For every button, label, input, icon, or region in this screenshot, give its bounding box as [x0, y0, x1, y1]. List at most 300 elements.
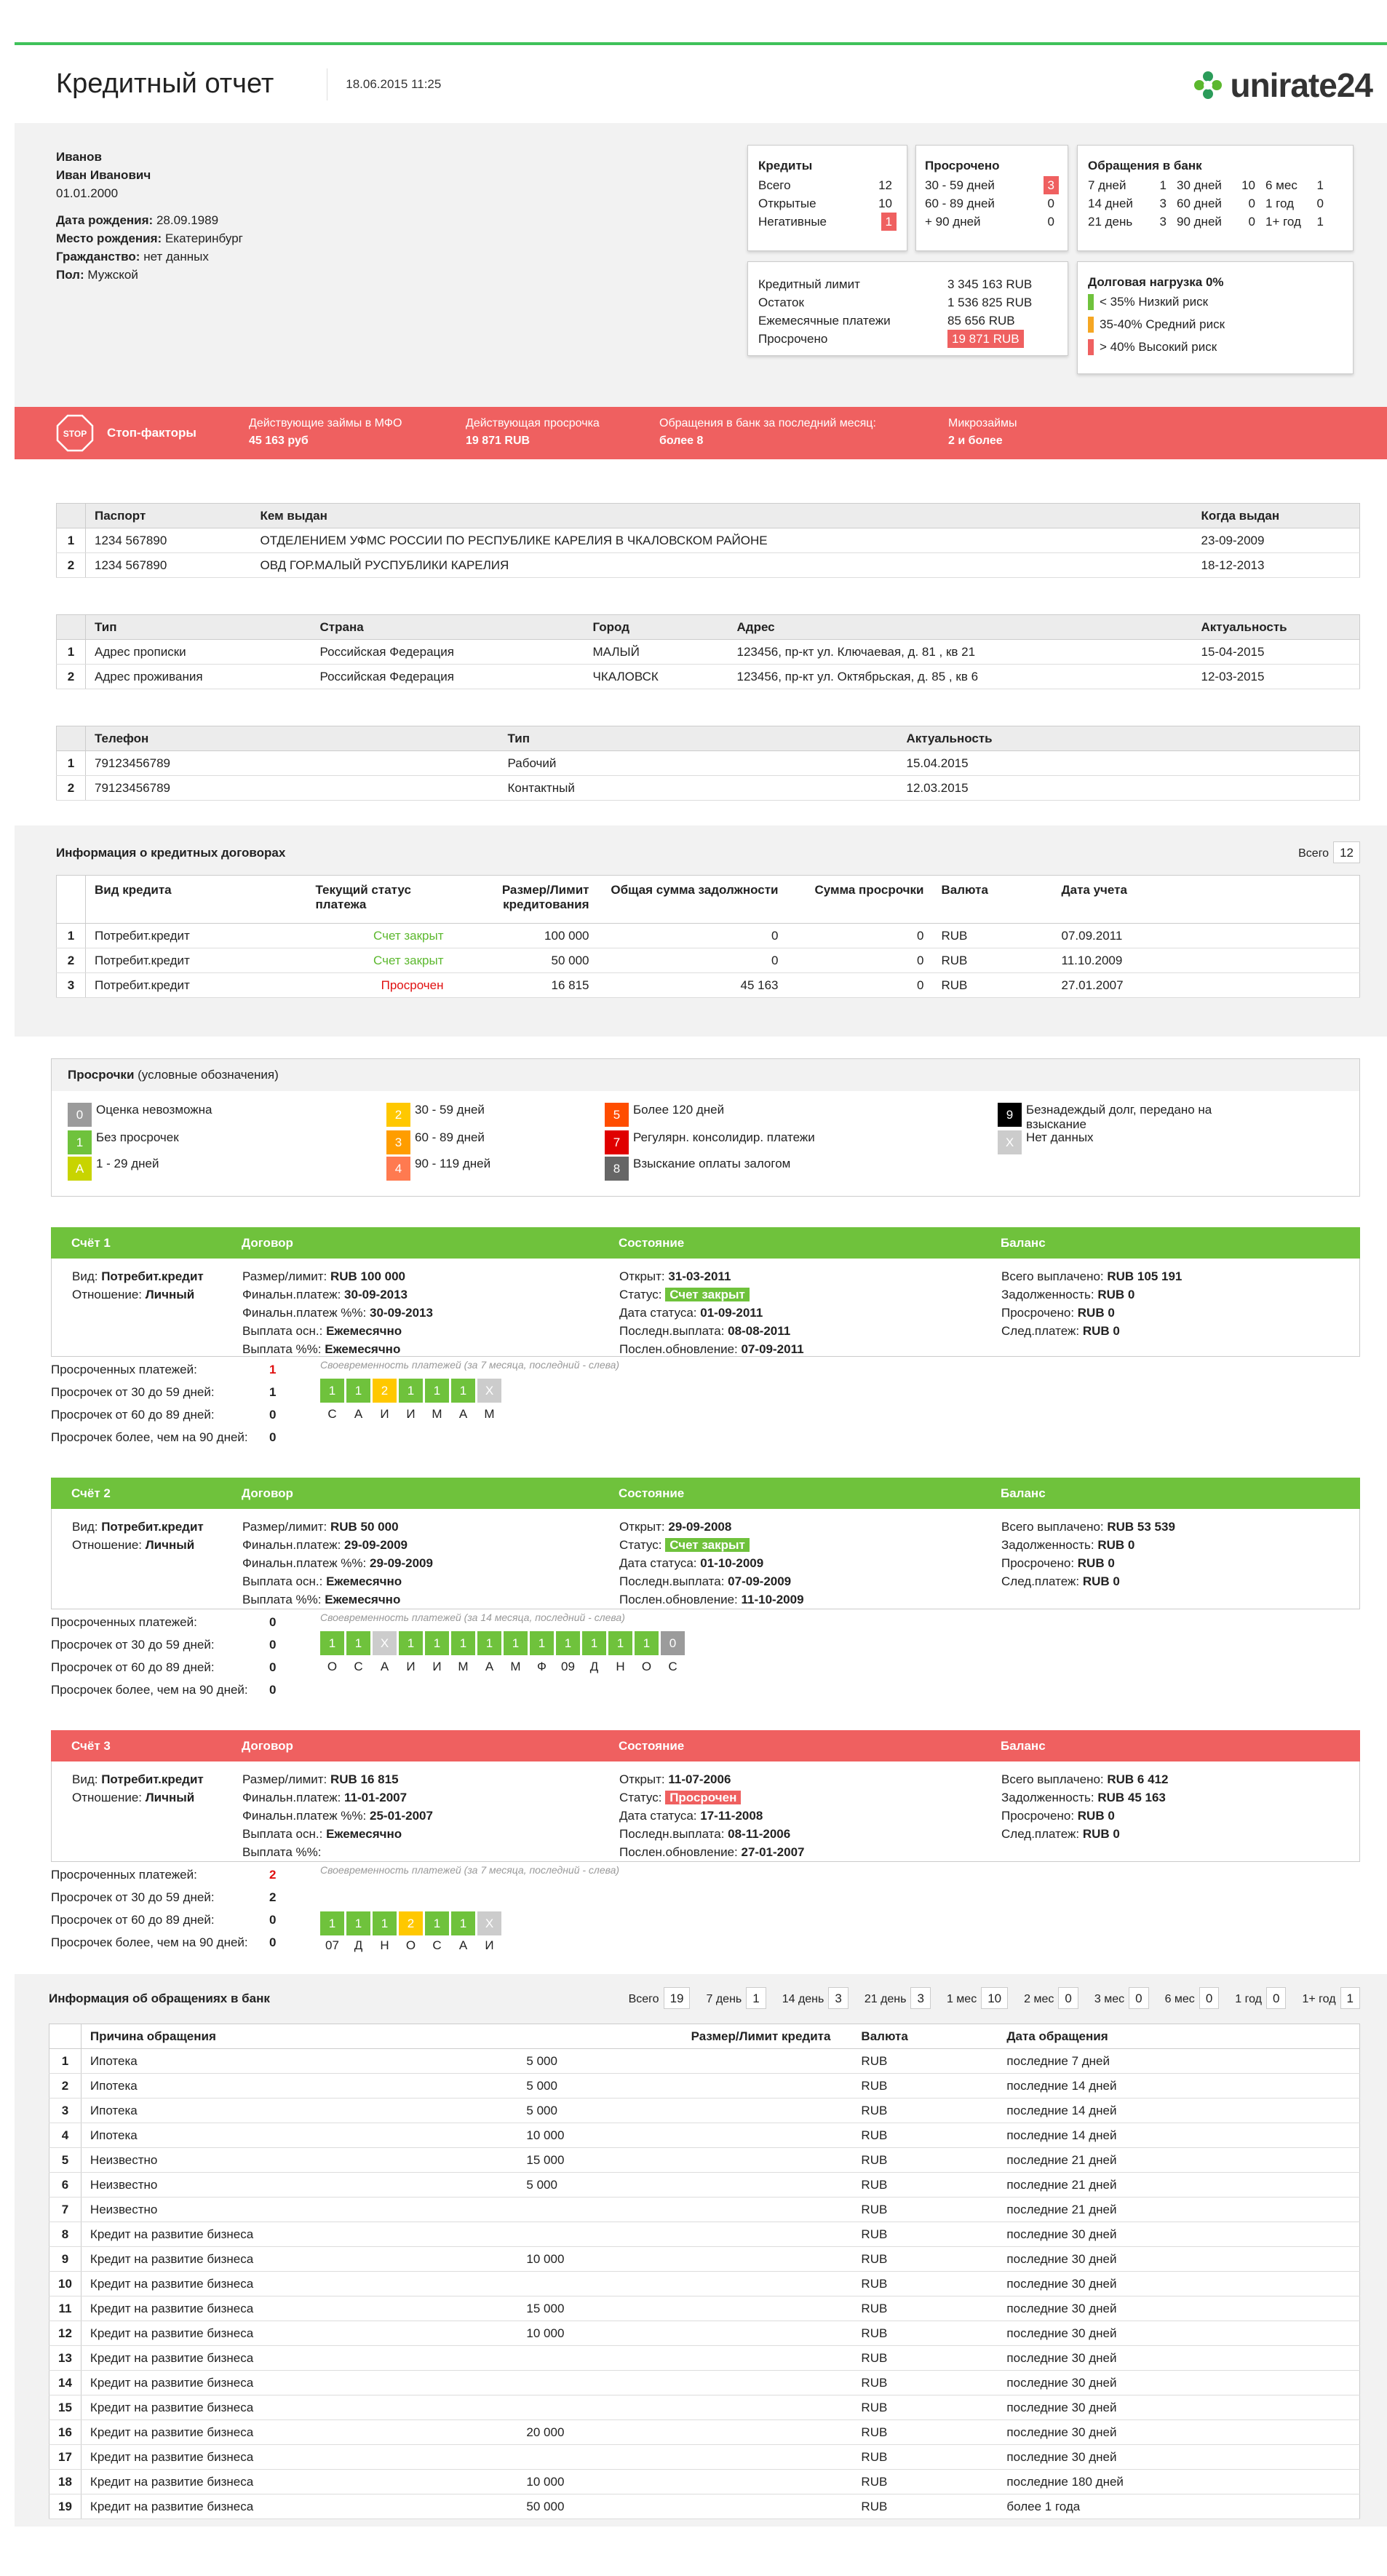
table-cell: 123456, пр-кт ул. Октябрьская, д. 85 , кв 6	[728, 665, 1193, 689]
request-counter	[706, 1987, 766, 2009]
field-value: RUB 0	[1077, 1556, 1115, 1570]
table-cell	[517, 2346, 852, 2371]
column-header: Валюта	[933, 876, 1053, 924]
table-cell: последние 7 дней	[998, 2049, 1359, 2074]
account-title: Счёт 1	[71, 1235, 111, 1250]
account-field	[1001, 1322, 1182, 1340]
table-cell: Российская Федерация	[311, 665, 584, 689]
table-cell: 1234 567890	[86, 528, 252, 553]
counter-value: 19	[664, 1987, 691, 2009]
payment-boxes	[320, 1631, 687, 1655]
limits-row-value: 19 871 RUB	[947, 330, 1024, 348]
column-header: Актуальность	[1193, 615, 1360, 640]
stat-value: 0	[269, 1408, 277, 1422]
credits-row-value: 10	[878, 197, 892, 210]
request-row	[49, 2321, 1360, 2346]
month-label: Д	[589, 1660, 599, 1673]
legend-label: 60 - 89 дней	[415, 1130, 485, 1144]
month-label: Д	[354, 1938, 363, 1952]
column-header: Тип	[86, 615, 311, 640]
payment-status-box: 1	[451, 1379, 475, 1403]
table-cell: Потребит.кредит	[86, 924, 307, 948]
field-label: Задолженность:	[1001, 1538, 1094, 1552]
table-cell: последние 30 дней	[998, 2395, 1359, 2420]
low-risk-label: < 35% Низкий риск	[1100, 295, 1209, 309]
account-field	[242, 1536, 433, 1554]
legend-code: X	[998, 1130, 1022, 1154]
stat-value: 2	[269, 1890, 277, 1904]
payment-boxes	[320, 1911, 504, 1935]
month-label: Ф	[537, 1660, 547, 1673]
table-cell: Кредит на развитие бизнеса	[81, 2420, 517, 2445]
account-field	[619, 1572, 804, 1590]
stat-label: Просрочек от 60 до 89 дней:	[51, 1913, 215, 1927]
field-label: Послен.обновление:	[619, 1593, 738, 1606]
field-label: Выплата осн.:	[242, 1324, 323, 1338]
account-field	[619, 1285, 804, 1304]
table-cell: 15 000	[517, 2148, 852, 2173]
table-cell: Ипотека	[81, 2123, 517, 2148]
field-value: RUB 16 815	[330, 1772, 399, 1786]
request-row	[49, 2296, 1360, 2321]
field-value: 29-09-2009	[370, 1556, 433, 1570]
table-cell: Кредит на развитие бизнеса	[81, 2247, 517, 2272]
legend-code: 8	[605, 1157, 629, 1181]
table-cell	[517, 2395, 852, 2420]
row-number: 15	[49, 2395, 82, 2420]
table-cell: 23-09-2009	[1193, 528, 1360, 553]
field-label: Дата статуса:	[619, 1306, 697, 1320]
counter-value: 0	[1129, 1987, 1148, 2009]
field-value: RUB 0	[1082, 1324, 1120, 1338]
request-counter	[1302, 1987, 1360, 2009]
month-label: С	[668, 1660, 677, 1673]
row-number: 1	[57, 640, 86, 665]
table-cell: RUB	[852, 2222, 998, 2247]
contracts-total	[1298, 841, 1360, 863]
counter-label: Всего	[628, 1993, 659, 2005]
logo-text: unirate24	[1230, 66, 1372, 104]
table-cell: последние 30 дней	[998, 2346, 1359, 2371]
column-header: Актуальность	[898, 726, 1360, 751]
column-header: Тип	[499, 726, 898, 751]
payment-status-box: 1	[425, 1379, 449, 1403]
account-stats	[51, 1609, 1360, 1701]
timeliness-caption: Своевременность платежей (за 7 месяца, последний - слева)	[320, 1359, 620, 1371]
sex-label: Пол:	[56, 268, 84, 282]
field-value: Ежемесячно	[325, 1593, 401, 1606]
report-header	[15, 45, 1387, 123]
table-cell: 0	[787, 948, 933, 973]
field-label: След.платеж:	[1001, 1827, 1080, 1841]
counter-label: 1+ год	[1302, 1993, 1336, 2005]
table-cell	[517, 2371, 852, 2395]
table-cell: RUB	[852, 2494, 998, 2519]
field-label: Выплата осн.:	[242, 1827, 323, 1841]
account-body	[51, 1509, 1360, 1609]
table-cell: RUB	[852, 2445, 998, 2470]
field-value: RUB 45 163	[1097, 1791, 1166, 1804]
requests-cell-label: 1+ год	[1265, 215, 1301, 229]
field-value: 11-10-2009	[741, 1593, 804, 1606]
addresses-section	[15, 578, 1387, 689]
field-label: Всего выплачено:	[1001, 1772, 1104, 1786]
request-row	[49, 2371, 1360, 2395]
credits-row-value: 12	[878, 178, 892, 192]
limits-row	[758, 312, 1057, 330]
month-label: А	[380, 1660, 389, 1673]
table-cell: 100 000	[453, 924, 598, 948]
legend-code: A	[68, 1157, 92, 1181]
table-cell: RUB	[852, 2371, 998, 2395]
field-label: Открыт:	[619, 1269, 665, 1283]
table-cell: RUB	[852, 2197, 998, 2222]
row-number: 2	[57, 553, 86, 578]
legend-code: 3	[386, 1130, 410, 1154]
request-counter	[1165, 1987, 1220, 2009]
account-field	[619, 1340, 804, 1358]
stop-factors	[15, 407, 1387, 459]
table-cell: 16 815	[453, 973, 598, 998]
field-label: Дата статуса:	[619, 1556, 697, 1570]
table-cell: Кредит на развитие бизнеса	[81, 2371, 517, 2395]
account-relation: Личный	[145, 1791, 195, 1804]
column-header: Адрес	[728, 615, 1193, 640]
table-cell: RUB	[852, 2123, 998, 2148]
requests-cell-label: 1 год	[1265, 197, 1295, 210]
requests-cell-value: 0	[1316, 197, 1324, 210]
person-summary	[15, 123, 1387, 407]
field-label: Послен.обновление:	[619, 1342, 738, 1356]
logo-icon	[1192, 69, 1224, 101]
table-cell: 5 000	[517, 2074, 852, 2099]
place-value: Екатеринбург	[164, 231, 243, 245]
bank-requests-table	[49, 2024, 1360, 2519]
table-cell: последние 14 дней	[998, 2074, 1359, 2099]
table-cell: 79123456789	[86, 776, 499, 801]
passports-table	[56, 503, 1360, 578]
stop-item-value: 45 163 руб	[249, 435, 309, 447]
request-counter	[629, 1987, 691, 2009]
table-cell: МАЛЫЙ	[584, 640, 728, 665]
row-number: 14	[49, 2371, 82, 2395]
row-number: 1	[57, 924, 86, 948]
counter-value: 3	[828, 1987, 848, 2009]
field-label: Выплата %%:	[242, 1593, 322, 1606]
month-label: И	[432, 1660, 442, 1673]
field-label: Финальн.платеж %%:	[242, 1306, 367, 1320]
overdue-row-value: 0	[1047, 197, 1054, 210]
month-label: И	[406, 1407, 416, 1421]
payment-status-box: 1	[582, 1631, 606, 1655]
stat-label: Просрочек от 60 до 89 дней:	[51, 1660, 215, 1674]
table-cell: RUB	[852, 2420, 998, 2445]
table-cell: 18-12-2013	[1193, 553, 1360, 578]
stop-item-label: Действующие займы в МФО	[249, 417, 402, 429]
person-date: 01.01.2000	[56, 186, 119, 200]
table-cell: последние 21 дней	[998, 2173, 1359, 2197]
limits-row-value: 3 345 163 RUB	[947, 277, 1033, 291]
row-number: 8	[49, 2222, 82, 2247]
account-stats	[51, 1357, 1360, 1448]
table-cell: 0	[787, 924, 933, 948]
legend-label: Оценка невозможна	[96, 1103, 212, 1117]
contracts-section	[15, 825, 1387, 1037]
request-row	[49, 2123, 1360, 2148]
legend-title: Просрочки	[68, 1068, 135, 1082]
request-row	[49, 2494, 1360, 2519]
limits-row	[758, 275, 1057, 293]
account-3	[51, 1730, 1360, 1955]
month-label: Н	[616, 1660, 625, 1673]
table-cell: 15 000	[517, 2296, 852, 2321]
requests-cell	[1177, 213, 1255, 231]
table-cell: Кредит на развитие бизнеса	[81, 2222, 517, 2247]
account-field	[242, 1807, 433, 1825]
table-cell: последние 14 дней	[998, 2123, 1359, 2148]
row-number: 4	[49, 2123, 82, 2148]
stop-item-label: Действующая просрочка	[466, 417, 600, 429]
account-field	[1001, 1572, 1175, 1590]
field-value: RUB 53 539	[1107, 1520, 1175, 1534]
account-field	[242, 1304, 433, 1322]
account-field	[1001, 1788, 1168, 1807]
field-label: След.платеж:	[1001, 1324, 1080, 1338]
counter-label: 6 мес	[1164, 1993, 1195, 2005]
person-name: Иван Иванович	[56, 168, 151, 182]
stop-item-value: 2 и более	[948, 435, 1003, 447]
low-risk-bar	[1088, 294, 1094, 310]
month-label: И	[485, 1938, 494, 1952]
table-cell: Кредит на развитие бизнеса	[81, 2470, 517, 2494]
row-number: 13	[49, 2346, 82, 2371]
requests-cell	[1265, 194, 1324, 213]
table-cell: 0	[787, 973, 933, 998]
overdue-row	[925, 194, 1059, 213]
counter-value: 10	[981, 1987, 1008, 2009]
table-cell: последние 21 дней	[998, 2197, 1359, 2222]
field-value: RUB 105 191	[1107, 1269, 1183, 1283]
table-cell: Адрес проживания	[86, 665, 311, 689]
legend-code: 4	[386, 1157, 410, 1181]
field-value: 01-10-2009	[700, 1556, 764, 1570]
row-number: 16	[49, 2420, 82, 2445]
limits-row-label: Остаток	[758, 296, 804, 309]
limits-row	[758, 293, 1057, 312]
row-number: 11	[49, 2296, 82, 2321]
contract-row	[57, 973, 1360, 998]
table-cell: последние 180 дней	[998, 2470, 1359, 2494]
table-cell: Российская Федерация	[311, 640, 584, 665]
payment-status-box: X	[477, 1379, 501, 1403]
table-cell: последние 30 дней	[998, 2445, 1359, 2470]
legend-panel	[51, 1058, 1360, 1197]
table-cell: 10 000	[517, 2470, 852, 2494]
table-row	[57, 640, 1360, 665]
field-value: 07-09-2011	[741, 1342, 804, 1356]
counter-label: 1 мес	[946, 1993, 977, 2005]
credits-row	[758, 213, 897, 231]
requests-cell-value: 1	[1316, 215, 1324, 229]
column-header: Причина обращения	[81, 2024, 517, 2049]
stat-row	[51, 1679, 276, 1701]
payment-status-box: 1	[399, 1631, 423, 1655]
credits-card	[747, 145, 907, 251]
column-header: Размер/Лимит кредита	[517, 2024, 852, 2049]
legend-item	[605, 1103, 724, 1127]
column-header: Телефон	[86, 726, 499, 751]
requests-cell-value: 1	[1159, 178, 1167, 192]
table-cell: ОВД ГОР.МАЛЫЙ РУСПУБЛИКИ КАРЕЛИЯ	[252, 553, 1193, 578]
stat-label: Просроченных платежей:	[51, 1615, 197, 1629]
field-value: 29-09-2009	[344, 1538, 408, 1552]
contracts-title: Информация о кредитных договорах	[56, 846, 286, 860]
stat-row	[51, 1909, 276, 1931]
requests-cell-value: 1	[1316, 178, 1324, 192]
table-cell: 50 000	[517, 2494, 852, 2519]
payment-months	[320, 1936, 504, 1955]
table-cell: последние 30 дней	[998, 2321, 1359, 2346]
request-row	[49, 2074, 1360, 2099]
limits-row-label: Кредитный лимит	[758, 277, 860, 291]
table-cell: Потребит.кредит	[86, 973, 307, 998]
row-number: 12	[49, 2321, 82, 2346]
month-label: М	[458, 1660, 469, 1673]
table-cell: 07.09.2011	[1053, 924, 1360, 948]
account-field	[242, 1322, 433, 1340]
contract-row	[57, 948, 1360, 973]
account-field	[619, 1770, 804, 1788]
field-value: Ежемесячно	[326, 1324, 402, 1338]
month-label: А	[458, 1407, 468, 1421]
table-cell: 15.04.2015	[898, 751, 1360, 776]
account-field	[619, 1807, 804, 1825]
limits-row	[758, 330, 1057, 348]
request-row	[49, 2247, 1360, 2272]
field-label: Выплата осн.:	[242, 1574, 323, 1588]
table-cell: Кредит на развитие бизнеса	[81, 2445, 517, 2470]
field-label: Задолженность:	[1001, 1791, 1094, 1804]
legend-code: 7	[605, 1130, 629, 1154]
request-counter	[1235, 1987, 1286, 2009]
table-cell: Счет закрыт	[307, 924, 453, 948]
account-body	[51, 1761, 1360, 1862]
table-cell: последние 30 дней	[998, 2420, 1359, 2445]
row-number: 19	[49, 2494, 82, 2519]
stat-label: Просрочек от 60 до 89 дней:	[51, 1408, 215, 1422]
requests-cell-value: 0	[1248, 197, 1255, 210]
month-label: 09	[561, 1660, 575, 1673]
field-value: RUB 0	[1077, 1809, 1115, 1823]
counter-value: 0	[1199, 1987, 1219, 2009]
field-label: Статус:	[619, 1288, 662, 1301]
request-row	[49, 2470, 1360, 2494]
bank-requests-section	[15, 1974, 1387, 2527]
requests-cell-label: 6 мес	[1265, 178, 1297, 192]
table-cell: 27.01.2007	[1053, 973, 1360, 998]
month-label: И	[380, 1407, 389, 1421]
account-field	[619, 1825, 804, 1843]
table-cell: RUB	[852, 2173, 998, 2197]
legend-label: Регулярн. консолидир. платежи	[633, 1130, 815, 1144]
legend-code: 1	[68, 1130, 92, 1154]
table-cell: Кредит на развитие бизнеса	[81, 2494, 517, 2519]
field-label: След.платеж:	[1001, 1574, 1080, 1588]
account-type: Потребит.кредит	[101, 1520, 204, 1534]
stat-value: 1	[269, 1363, 277, 1376]
credits-row-label: Всего	[758, 178, 791, 192]
field-label: Последн.выплата:	[619, 1574, 725, 1588]
stat-label: Просроченных платежей:	[51, 1868, 197, 1882]
stop-icon-text: STOP	[63, 429, 87, 439]
mid-risk-label: 35-40% Средний риск	[1100, 317, 1225, 331]
field-label: Просрочено:	[1001, 1556, 1075, 1570]
total-count: 12	[1333, 841, 1360, 863]
field-label: Статус:	[619, 1791, 662, 1804]
account-balance-block	[1001, 1267, 1182, 1340]
account-field	[1001, 1770, 1168, 1788]
row-number: 1	[57, 751, 86, 776]
request-counter	[947, 1987, 1008, 2009]
stat-value: 0	[269, 1935, 277, 1949]
request-row	[49, 2173, 1360, 2197]
table-cell	[517, 2445, 852, 2470]
account-type: Потребит.кредит	[101, 1772, 204, 1786]
account-type-block: Вид: Потребит.кредит Отношение: Личный	[72, 1269, 204, 1301]
table-cell: ОТДЕЛЕНИЕМ УФМС РОССИИ ПО РЕСПУБЛИКЕ КАРЕЛИЯ В ЧКАЛОВСКОМ РАЙОНЕ	[252, 528, 1193, 553]
month-label: М	[432, 1407, 442, 1421]
legend-item	[386, 1157, 490, 1181]
overdue-row-label: + 90 дней	[925, 215, 981, 229]
field-label: Размер/лимит:	[242, 1269, 327, 1283]
requests-cell-label: 21 день	[1088, 215, 1133, 229]
payment-status-box: 1	[451, 1631, 475, 1655]
row-number: 2	[57, 776, 86, 801]
addresses-table	[56, 614, 1360, 689]
row-number: 6	[49, 2173, 82, 2197]
table-cell: Кредит на развитие бизнеса	[81, 2346, 517, 2371]
payment-status-box: X	[373, 1631, 397, 1655]
stat-label: Просрочек от 30 до 59 дней:	[51, 1890, 215, 1904]
table-cell: Неизвестно	[81, 2173, 517, 2197]
payment-status-box: 2	[373, 1379, 397, 1403]
column-header: Вид кредита	[86, 876, 307, 924]
month-label: О	[405, 1938, 416, 1952]
payment-status-box: X	[477, 1911, 501, 1935]
account-state-block	[619, 1770, 804, 1861]
account-field	[1001, 1536, 1175, 1554]
table-cell: RUB	[852, 2395, 998, 2420]
requests-cell	[1265, 213, 1324, 231]
stat-value: 0	[269, 1638, 277, 1652]
field-value: Ежемесячно	[325, 1342, 401, 1356]
requests-cell-value: 3	[1159, 215, 1167, 229]
counter-label: 14 день	[782, 1993, 824, 2005]
account-relation: Личный	[145, 1288, 195, 1301]
table-row	[57, 665, 1360, 689]
month-label: С	[327, 1407, 337, 1421]
account-field	[242, 1518, 433, 1536]
account-header	[51, 1478, 1360, 1509]
table-cell: RUB	[933, 973, 1053, 998]
legend-item	[68, 1103, 212, 1127]
field-label: Финальн.платеж %%:	[242, 1556, 367, 1570]
field-label: Задолженность:	[1001, 1288, 1094, 1301]
table-cell: RUB	[933, 948, 1053, 973]
legend-label: Более 120 дней	[633, 1103, 725, 1117]
account-field	[242, 1340, 433, 1358]
contract-header: Договор	[242, 1738, 293, 1753]
